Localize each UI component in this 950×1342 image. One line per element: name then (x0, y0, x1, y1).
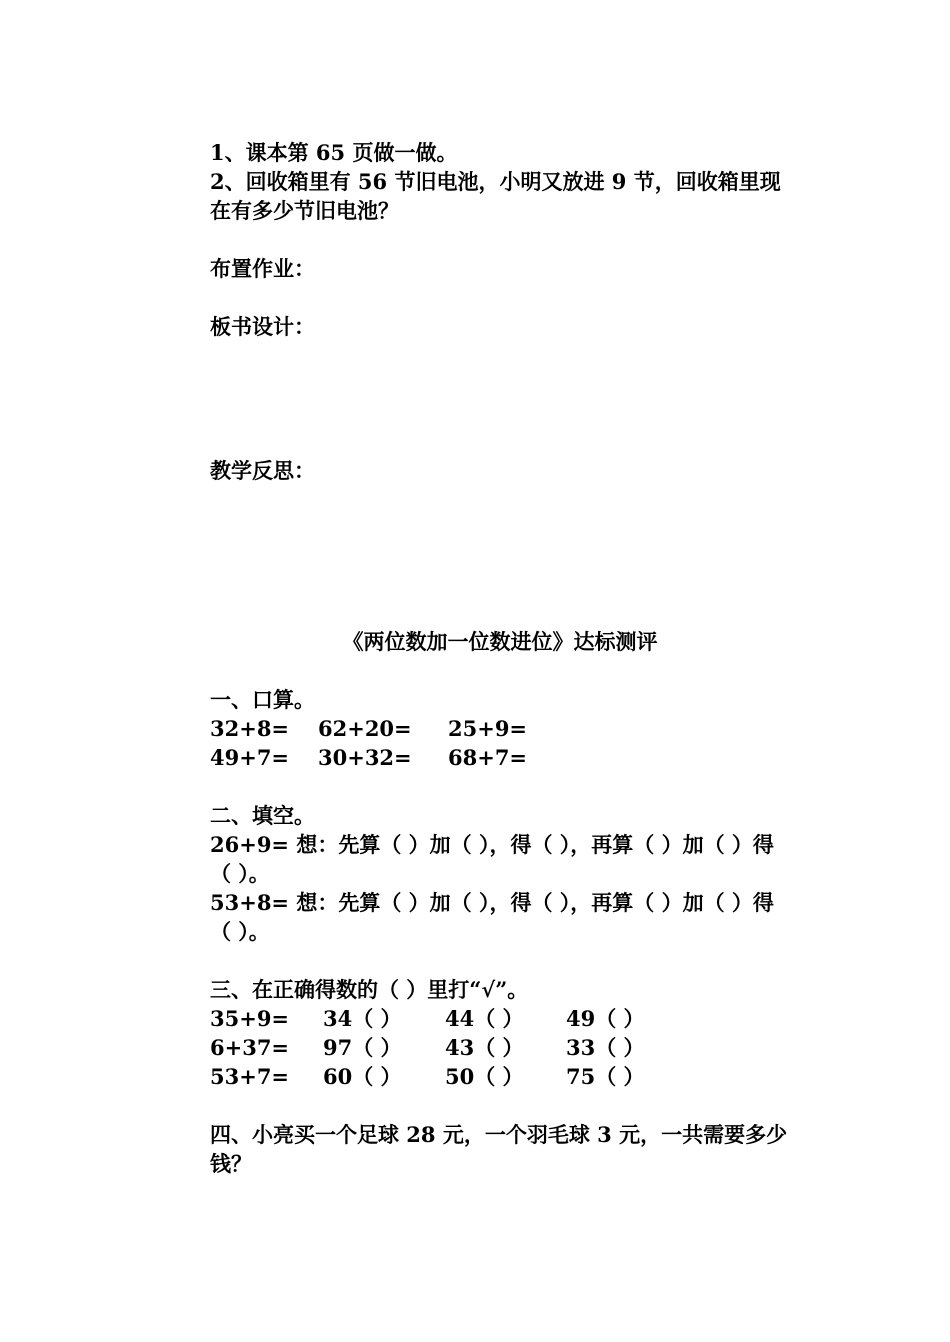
oral-calc-row (210, 743, 790, 772)
teaching-reflection-label: 教学反思： (210, 458, 315, 483)
choice-option: 43（ ） (445, 1035, 524, 1060)
oral-calc-row (210, 714, 790, 743)
choice-option: 60（ ） (323, 1064, 402, 1089)
choice-option: 97（ ） (323, 1035, 402, 1060)
board-design-label: 板书设计： (210, 314, 315, 339)
oral-calc-item: 62+20= (318, 716, 412, 741)
fill-blank-question-2: 53+8= 想：先算（ ）加（ ），得（ ），再算（ ）加（ ）得（ ）。 (210, 890, 774, 944)
choice-row (210, 1004, 790, 1033)
oral-calc-item: 32+8= (210, 716, 290, 741)
practice-item-1: 1、课本第 65 页做一做。 (210, 140, 458, 165)
homework-label: 布置作业： (210, 256, 315, 281)
oral-calc-item: 49+7= (210, 745, 290, 770)
section3-heading: 三、在正确得数的（ ）里打“√”。 (210, 977, 529, 1002)
choice-option: 34（ ） (323, 1006, 402, 1031)
choice-option: 44（ ） (445, 1006, 524, 1031)
document-page (210, 138, 790, 1178)
choice-row (210, 1062, 790, 1091)
test-title: 《两位数加一位数进位》达标测评 (342, 629, 658, 654)
fill-blank-question-1: 26+9= 想：先算（ ）加（ ），得（ ），再算（ ）加（ ）得（ ）。 (210, 832, 774, 886)
choice-expression: 6+37= (210, 1035, 290, 1060)
oral-calc-item: 25+9= (448, 716, 528, 741)
choice-option: 33（ ） (566, 1035, 645, 1060)
choice-row (210, 1033, 790, 1062)
choice-expression: 35+9= (210, 1006, 290, 1031)
section1-heading: 一、口算。 (210, 687, 315, 712)
section4-heading: 四、小亮买一个足球 28 元，一个羽毛球 3 元，一共需要多少钱？ (210, 1122, 788, 1176)
choice-option: 75（ ） (566, 1064, 645, 1089)
choice-expression: 53+7= (210, 1064, 290, 1089)
practice-item-2: 2、回收箱里有 56 节旧电池，小明又放进 9 节，回收箱里现在有多少节旧电池？ (210, 169, 781, 223)
oral-calc-item: 68+7= (448, 745, 528, 770)
section2-heading: 二、填空。 (210, 803, 315, 828)
oral-calc-item: 30+32= (318, 745, 412, 770)
choice-option: 49（ ） (566, 1006, 645, 1031)
choice-option: 50（ ） (445, 1064, 524, 1089)
